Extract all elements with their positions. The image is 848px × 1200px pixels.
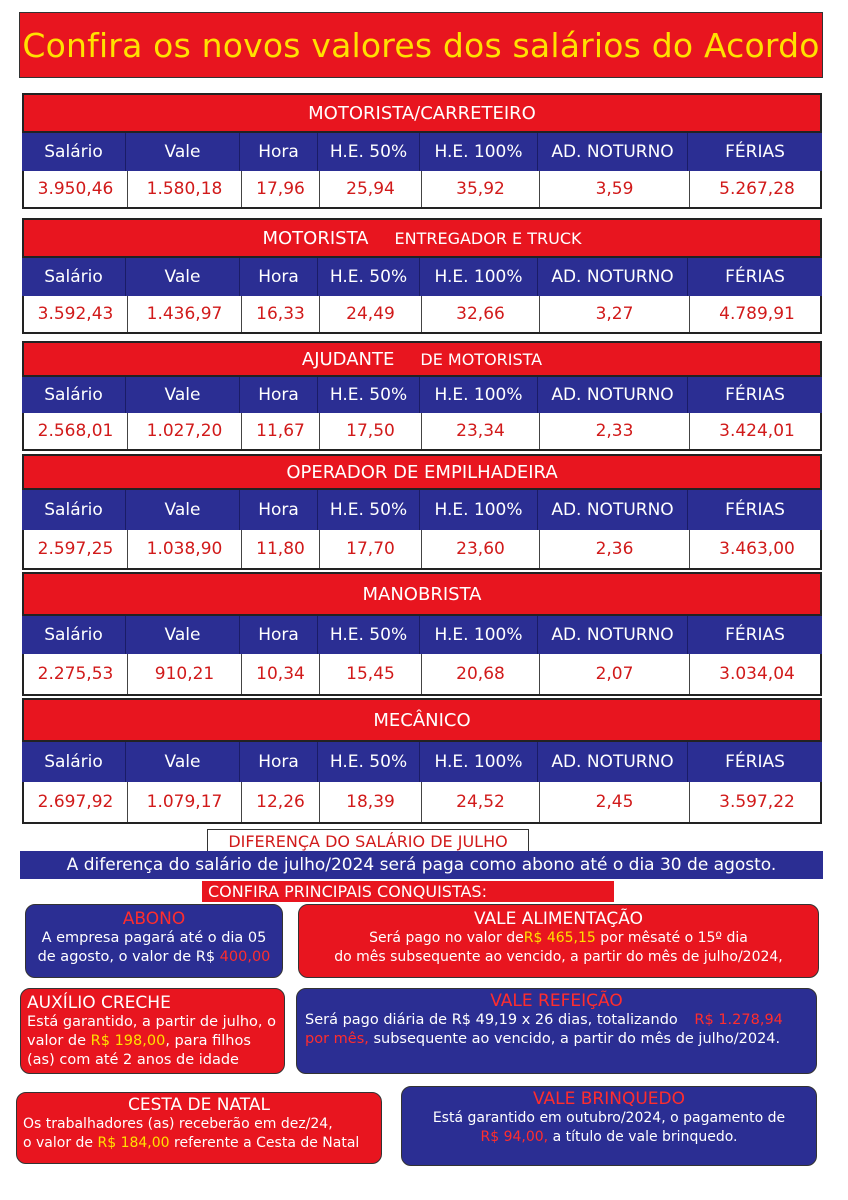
card-amount: R$ 1.278,94 <box>694 1012 783 1028</box>
header-ferias: FÉRIAS <box>725 385 785 405</box>
header-vale: Vale <box>126 258 240 296</box>
card-title: CESTA DE NATAL <box>128 1095 270 1115</box>
value-hora: 11,80 <box>242 530 320 568</box>
header-row <box>22 377 822 413</box>
value-he100: 32,66 <box>422 296 540 332</box>
card-text-line2 <box>36 948 272 967</box>
card-text: Será pago no valor de <box>369 930 524 946</box>
header-row <box>22 742 822 782</box>
card-text: de agosto, o valor de R$ <box>37 949 220 965</box>
header-hora: Hora <box>240 133 318 171</box>
header-he50: H.E. 50% <box>318 490 420 530</box>
section-title-text: MOTORISTA <box>262 227 369 249</box>
value-he100: 24,52 <box>422 782 540 822</box>
section-motorista-carreteiro <box>22 93 822 209</box>
card-text: Será pago diária de R$ 49,19 x 26 dias, totalizando <box>305 1012 683 1028</box>
section-subtitle: DE MOTORISTA <box>420 349 543 369</box>
header-he50: H.E. 50% <box>318 616 420 654</box>
header-salario: Salário <box>22 258 126 296</box>
values-row <box>22 296 822 334</box>
card-text-line1: Está garantido, a partir de julho, o <box>27 1014 276 1030</box>
header-salario: Salário <box>22 742 126 782</box>
section-ajudante <box>22 341 822 451</box>
section-motorista-entregador <box>22 218 822 334</box>
header-ad-noturno: AD. NOTURNO <box>538 258 688 296</box>
card-title: VALE REFEIÇÃO <box>490 991 623 1011</box>
value-he100: 23,34 <box>422 413 540 449</box>
header-he50: H.E. 50% <box>318 133 420 171</box>
value-salario: 2.568,01 <box>24 413 128 449</box>
value-he100: 35,92 <box>422 171 540 207</box>
value-he50: 18,39 <box>320 782 422 822</box>
value-vale: 1.038,90 <box>128 530 242 568</box>
header-he100: H.E. 100% <box>420 258 538 296</box>
card-abono <box>25 904 283 978</box>
value-ad-noturno: 2,36 <box>540 530 690 568</box>
header-ferias: FÉRIAS <box>725 752 785 772</box>
header-row <box>22 490 822 530</box>
card-title: VALE BRINQUEDO <box>532 1089 686 1109</box>
header-salario: Salário <box>22 490 126 530</box>
header-ferias: FÉRIAS <box>725 142 785 162</box>
header-salario: Salário <box>22 133 126 171</box>
values-row <box>22 171 822 209</box>
card-text-line2 <box>23 1134 375 1153</box>
section-title <box>22 454 822 490</box>
header-row <box>22 258 822 296</box>
header-hora: Hora <box>240 616 318 654</box>
card-amount: R$ 198,00 <box>90 1033 166 1049</box>
card-amount: R$ 465,15 <box>523 930 596 946</box>
value-vale: 910,21 <box>128 654 242 694</box>
section-title <box>22 698 822 742</box>
value-ferias: 5.267,28 <box>719 179 795 199</box>
value-vale: 1.027,20 <box>128 413 242 449</box>
conquistas-title: CONFIRA PRINCIPAIS CONQUISTAS: <box>202 881 614 902</box>
value-vale: 1.436,97 <box>128 296 242 332</box>
card-text: valor de <box>27 1033 91 1049</box>
value-ad-noturno: 2,07 <box>540 654 690 694</box>
value-hora: 10,34 <box>242 654 320 694</box>
value-he100: 23,60 <box>422 530 540 568</box>
card-text: a título de vale brinquedo. <box>548 1129 738 1145</box>
value-ad-noturno: 2,45 <box>540 782 690 822</box>
card-text-line2 <box>305 1030 808 1049</box>
value-salario: 3.950,46 <box>24 171 128 207</box>
card-vale-refeicao <box>296 988 817 1074</box>
value-he50: 17,50 <box>320 413 422 449</box>
value-he50: 25,94 <box>320 171 422 207</box>
value-vale: 1.079,17 <box>128 782 242 822</box>
header-row <box>22 616 822 654</box>
header-vale: Vale <box>126 133 240 171</box>
section-title-text: MANOBRISTA <box>362 583 482 605</box>
section-mecanico <box>22 698 822 824</box>
card-text: referente a Cesta de Natal <box>169 1135 360 1151</box>
value-hora: 16,33 <box>242 296 320 332</box>
header-he50: H.E. 50% <box>318 258 420 296</box>
values-row <box>22 413 822 451</box>
card-text: por mêsaté o 15º dia <box>595 930 748 946</box>
card-vale-brinquedo <box>401 1086 817 1166</box>
value-salario: 2.597,25 <box>24 530 128 568</box>
header-hora: Hora <box>240 377 318 413</box>
header-he100: H.E. 100% <box>420 377 538 413</box>
section-manobrista <box>22 572 822 696</box>
value-ad-noturno: 3,59 <box>540 171 690 207</box>
value-he100: 20,68 <box>422 654 540 694</box>
header-ferias: FÉRIAS <box>725 625 785 645</box>
section-title-text: OPERADOR DE EMPILHADEIRA <box>286 461 558 483</box>
value-he50: 15,45 <box>320 654 422 694</box>
header-vale: Vale <box>126 616 240 654</box>
value-hora: 12,26 <box>242 782 320 822</box>
value-hora: 17,96 <box>242 171 320 207</box>
card-text-line2: do mês subsequente ao vencido, a partir do mês de julho/2024, <box>334 949 783 965</box>
value-ferias: 3.424,01 <box>719 421 795 441</box>
card-text-line1: Está garantido em outubro/2024, o pagamento de <box>432 1110 786 1126</box>
card-text: subsequente ao vencido, a partir do mês de julho/2024. <box>368 1031 781 1047</box>
section-title <box>22 572 822 616</box>
card-amount: R$ 184,00 <box>97 1135 170 1151</box>
header-vale: Vale <box>126 377 240 413</box>
value-he50: 17,70 <box>320 530 422 568</box>
card-text-line1 <box>305 1011 808 1030</box>
value-salario: 2.275,53 <box>24 654 128 694</box>
header-salario: Salário <box>22 377 126 413</box>
header-ferias: FÉRIAS <box>725 500 785 520</box>
section-title <box>22 218 822 258</box>
header-he100: H.E. 100% <box>420 742 538 782</box>
header-ad-noturno: AD. NOTURNO <box>538 742 688 782</box>
page-title-banner <box>19 12 823 78</box>
section-subtitle: ENTREGADOR E TRUCK <box>394 228 582 248</box>
header-ad-noturno: AD. NOTURNO <box>538 133 688 171</box>
value-he50: 24,49 <box>320 296 422 332</box>
values-row <box>22 530 822 570</box>
value-ferias: 3.034,04 <box>719 664 795 684</box>
value-ad-noturno: 2,33 <box>540 413 690 449</box>
section-title <box>22 93 822 133</box>
card-title: AUXÍLIO CRECHE <box>27 993 171 1013</box>
card-title: VALE ALIMENTAÇÃO <box>473 909 643 929</box>
difference-text: A diferença do salário de julho/2024 será paga como abono até o dia 30 de agosto. <box>20 851 823 879</box>
card-text-line1: Os trabalhadores (as) receberão em dez/24, <box>23 1116 333 1132</box>
header-he50: H.E. 50% <box>318 742 420 782</box>
header-salario: Salário <box>22 616 126 654</box>
values-row <box>22 782 822 824</box>
card-amount: 400,00 <box>219 949 271 965</box>
value-ferias: 4.789,91 <box>719 304 795 324</box>
header-he50: H.E. 50% <box>318 377 420 413</box>
card-title: ABONO <box>122 909 186 929</box>
header-he100: H.E. 100% <box>420 490 538 530</box>
page-title: Confira os novos valores dos salários do Acordo <box>22 25 820 65</box>
card-amount: R$ 94,00, <box>480 1129 549 1145</box>
header-vale: Vale <box>126 490 240 530</box>
header-ad-noturno: AD. NOTURNO <box>538 616 688 654</box>
section-operador-empilhadeira <box>22 454 822 570</box>
value-vale: 1.580,18 <box>128 171 242 207</box>
header-he100: H.E. 100% <box>420 616 538 654</box>
card-text-line1 <box>309 929 808 948</box>
section-title-text: MOTORISTA/CARRETEIRO <box>308 102 536 124</box>
card-vale-alimentacao <box>298 904 819 978</box>
header-ad-noturno: AD. NOTURNO <box>538 490 688 530</box>
card-auxilio-creche <box>20 988 285 1074</box>
card-text-line2 <box>27 1032 278 1051</box>
value-hora: 11,67 <box>242 413 320 449</box>
value-salario: 3.592,43 <box>24 296 128 332</box>
card-text-line2 <box>410 1128 808 1147</box>
values-row <box>22 654 822 696</box>
card-text: por mês, <box>305 1031 369 1047</box>
header-hora: Hora <box>240 742 318 782</box>
header-ad-noturno: AD. NOTURNO <box>538 377 688 413</box>
section-title <box>22 341 822 377</box>
value-ferias: 3.463,00 <box>719 539 795 559</box>
header-row <box>22 133 822 171</box>
value-ferias: 3.597,22 <box>719 792 795 812</box>
header-hora: Hora <box>240 258 318 296</box>
card-text: , para filhos <box>165 1033 251 1049</box>
card-text-line3: (as) com até 2 anos de idade <box>27 1052 239 1068</box>
section-title-text: AJUDANTE <box>301 348 395 370</box>
difference-title: DIFERENÇA DO SALÁRIO DE JULHO <box>207 829 529 853</box>
section-title-text: MECÂNICO <box>373 709 471 731</box>
header-ferias: FÉRIAS <box>725 267 785 287</box>
card-text-line1: A empresa pagará até o dia 05 <box>41 930 267 946</box>
header-he100: H.E. 100% <box>420 133 538 171</box>
value-ad-noturno: 3,27 <box>540 296 690 332</box>
value-salario: 2.697,92 <box>24 782 128 822</box>
header-vale: Vale <box>126 742 240 782</box>
card-cesta-natal <box>16 1092 382 1164</box>
header-hora: Hora <box>240 490 318 530</box>
card-text: o valor de <box>23 1135 98 1151</box>
